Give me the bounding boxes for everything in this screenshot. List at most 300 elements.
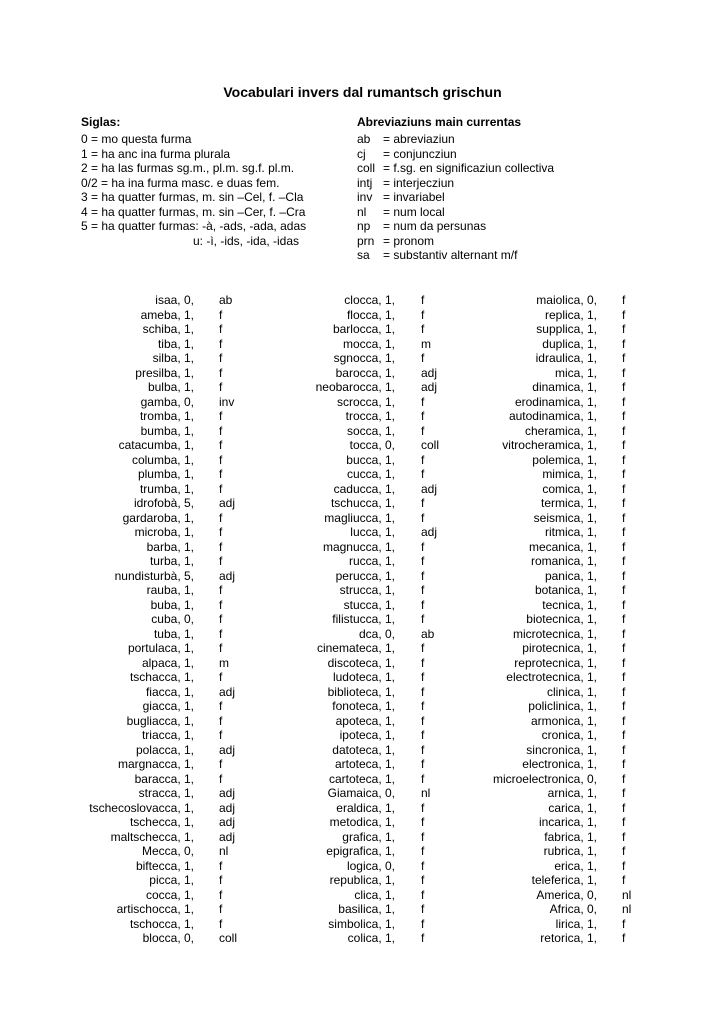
entry-word: simbolica, 1, <box>328 916 395 931</box>
entry-word: lucca, 1, <box>350 525 395 539</box>
table-row <box>0 540 725 555</box>
entry-class: f <box>622 641 626 655</box>
entry-class: f <box>421 699 425 713</box>
entry-class: adj <box>219 684 236 699</box>
entry-word: isaa, 0, <box>155 293 194 307</box>
entry-class: f <box>622 742 626 757</box>
entry-class: f <box>622 322 626 336</box>
table-row <box>0 873 725 888</box>
abbreviation-key: inv <box>357 190 373 204</box>
table-row <box>0 598 725 613</box>
entry-class: f <box>622 670 626 684</box>
entry-word: Giamaica, 0, <box>327 786 395 800</box>
entry-word: rauba, 1, <box>146 583 194 597</box>
entry-class: ab <box>421 626 435 641</box>
table-row <box>0 757 725 772</box>
entry-class: f <box>622 873 626 887</box>
table-row <box>0 772 725 787</box>
entry-word: rucca, 1, <box>348 554 395 568</box>
entry-class: f <box>219 380 223 394</box>
entry-class: f <box>219 873 223 887</box>
sigla-line: 0 = mo questa furma <box>81 132 192 146</box>
entry-class: adj <box>219 742 236 757</box>
entry-class: f <box>421 684 425 699</box>
entry-word: bugliacca, 1, <box>126 713 194 728</box>
entry-class: f <box>219 699 223 713</box>
entry-class: f <box>219 597 223 612</box>
entry-word: barba, 1, <box>146 539 194 554</box>
abbreviation-row <box>357 147 554 162</box>
entry-class: f <box>219 583 223 597</box>
table-row <box>0 351 725 366</box>
entry-word: clica, 1, <box>354 887 395 902</box>
entry-word: retorica, 1, <box>540 931 597 945</box>
table-row <box>0 786 725 801</box>
entry-word: America, 0, <box>536 887 597 902</box>
entry-word: Africa, 0, <box>549 902 597 916</box>
table-row <box>0 670 725 685</box>
table-row <box>0 380 725 395</box>
entry-class: f <box>421 858 425 873</box>
entry-class: f <box>219 351 223 365</box>
abbreviation-row <box>357 190 554 205</box>
entry-class: f <box>219 409 223 423</box>
entry-class: f <box>421 800 425 815</box>
entry-word: datoteca, 1, <box>332 742 395 757</box>
entry-word: baracca, 1, <box>134 771 194 786</box>
entry-word: rubrica, 1, <box>543 844 597 858</box>
entry-class: f <box>622 539 626 554</box>
entry-word: fiacca, 1, <box>145 684 194 699</box>
table-row <box>0 511 725 526</box>
abbreviation-value: = pronom <box>383 233 435 248</box>
entry-class: f <box>421 612 425 626</box>
sigla-line: 2 = ha las furmas sg.m., pl.m. sg.f. pl.m. <box>81 161 295 175</box>
entry-word: idraulica, 1, <box>535 351 597 365</box>
entry-class: f <box>421 902 425 916</box>
entry-word: colica, 1, <box>347 931 395 945</box>
entry-word: columba, 1, <box>131 452 194 467</box>
table-row <box>0 366 725 381</box>
sigla-line: 3 = ha quatter furmas, m. sin –Cel, f. –Cla <box>81 190 304 204</box>
abbreviation-value: = interjecziun <box>383 175 455 190</box>
entry-word: ipoteca, 1, <box>339 728 395 742</box>
entry-class: f <box>421 322 425 336</box>
entry-class: f <box>219 322 223 336</box>
entry-class: f <box>421 771 425 786</box>
entry-class: f <box>622 684 626 699</box>
entry-word: neobarocca, 1, <box>315 380 395 394</box>
table-row <box>0 293 725 308</box>
table-row <box>0 830 725 845</box>
table-row <box>0 917 725 932</box>
entry-class: f <box>421 423 425 438</box>
entry-word: mimica, 1, <box>542 467 597 481</box>
entry-word: panica, 1, <box>544 568 597 583</box>
entry-class: f <box>622 829 626 844</box>
entry-class: f <box>421 757 425 771</box>
entry-class: f <box>421 496 425 510</box>
entry-word: cuba, 0, <box>151 612 194 626</box>
entry-class: f <box>219 612 223 626</box>
table-row <box>0 627 725 642</box>
entry-word: tocca, 0, <box>349 438 395 452</box>
entry-class: f <box>622 612 626 626</box>
entry-word: portulaca, 1, <box>127 641 194 655</box>
entry-class: f <box>421 597 425 612</box>
entry-word: caducca, 1, <box>333 481 395 496</box>
entry-word: armonica, 1, <box>530 713 597 728</box>
entry-word: tromba, 1, <box>139 409 194 423</box>
table-row <box>0 569 725 584</box>
entry-class: f <box>219 336 223 351</box>
entry-class: m <box>421 336 431 351</box>
abbreviation-value: = num local <box>383 204 445 219</box>
abbreviation-row <box>357 219 554 234</box>
entry-class: f <box>219 481 223 496</box>
entry-class: f <box>622 728 626 742</box>
entry-class: f <box>421 655 425 670</box>
entry-word: barlocca, 1, <box>332 322 395 336</box>
entry-word: ritmica, 1, <box>544 525 597 539</box>
entry-word: comica, 1, <box>542 481 597 496</box>
entry-word: artoteca, 1, <box>334 757 395 771</box>
entry-word: bumba, 1, <box>140 423 194 438</box>
entry-word: mecanica, 1, <box>528 539 597 554</box>
entry-word: biblioteca, 1, <box>327 684 395 699</box>
entry-word: scrocca, 1, <box>336 394 395 409</box>
entry-class: f <box>622 438 626 452</box>
entry-word: strucca, 1, <box>339 583 395 597</box>
entry-class: f <box>421 829 425 844</box>
entry-class: f <box>421 510 425 525</box>
entry-class: adj <box>219 815 236 829</box>
table-row <box>0 424 725 439</box>
entry-word: botanica, 1, <box>534 583 597 597</box>
entry-class: f <box>219 554 223 568</box>
entry-word: stucca, 1, <box>343 597 395 612</box>
table-row <box>0 801 725 816</box>
sigla-line-continuation: u: -ì, -ids, -ida, -idas <box>193 233 300 248</box>
entry-class: inv <box>219 394 235 409</box>
entry-class: f <box>421 728 425 742</box>
page-title: Vocabulari invers dal rumantsch grischun <box>223 84 502 100</box>
entry-class: f <box>622 394 626 409</box>
entry-class: adj <box>219 786 236 800</box>
abbreviation-row <box>357 161 554 176</box>
entry-class: adj <box>219 568 236 583</box>
entry-class: f <box>421 539 425 554</box>
entry-word: magnucca, 1, <box>322 539 395 554</box>
entry-class: coll <box>421 438 440 452</box>
table-row <box>0 467 725 482</box>
entry-word: vitrocheramica, 1, <box>502 438 597 452</box>
entry-class: f <box>219 757 223 771</box>
abbreviation-key: coll <box>357 161 376 175</box>
siglas-heading: Siglas: <box>81 115 121 129</box>
entry-class: f <box>622 467 626 481</box>
entry-word: policlinica, 1, <box>528 699 597 713</box>
entry-word: catacumba, 1, <box>118 438 194 452</box>
entry-word: artischocca, 1, <box>116 902 194 916</box>
entry-word: basilica, 1, <box>338 902 395 916</box>
entry-class: f <box>421 583 425 597</box>
entry-word: sgnocca, 1, <box>333 351 395 365</box>
entry-class: f <box>219 452 223 467</box>
abbreviation-value: = abreviaziun <box>383 132 455 146</box>
table-row <box>0 525 725 540</box>
abbreviation-value: = substantiv alternant m/f <box>383 248 518 262</box>
table-row <box>0 496 725 511</box>
sigla-line: 5 = ha quatter furmas: -à, -ads, -ada, adas <box>81 219 307 233</box>
entry-word: cartoteca, 1, <box>328 771 395 786</box>
abbreviation-value: = invariabel <box>383 190 445 204</box>
sigla-line: 0/2 = ha ina furma masc. e duas fem. <box>81 175 280 190</box>
abbreviation-key: cj <box>357 146 366 161</box>
entry-word: microtecnica, 1, <box>512 626 597 641</box>
entry-word: erodinamica, 1, <box>514 394 597 409</box>
entry-class: f <box>219 525 223 539</box>
entry-class: f <box>421 844 425 858</box>
entry-word: polemica, 1, <box>532 452 597 467</box>
table-row <box>0 453 725 468</box>
abbreviation-value: = num da persunas <box>383 219 487 233</box>
entry-class: f <box>622 931 626 945</box>
entry-class: f <box>421 293 425 307</box>
entry-word: sincronica, 1, <box>526 742 597 757</box>
abbreviation-key: sa <box>357 248 370 262</box>
entry-word: seismica, 1, <box>533 510 597 525</box>
entry-class: f <box>219 365 223 380</box>
abbreviation-value: = f.sg. en significaziun collectiva <box>383 161 555 175</box>
entry-word: discoteca, 1, <box>327 655 395 670</box>
entry-class: nl <box>622 902 632 916</box>
entry-word: tiba, 1, <box>157 336 194 351</box>
entry-class: f <box>622 496 626 510</box>
entry-class: f <box>421 713 425 728</box>
entry-word: biotecnica, 1, <box>526 612 597 626</box>
abbreviation-key: np <box>357 219 371 233</box>
abbreviation-value: = conjuncziun <box>383 146 457 161</box>
entry-word: buba, 1, <box>150 597 194 612</box>
table-row <box>0 409 725 424</box>
abbreviation-key: prn <box>357 233 375 248</box>
entry-word: filistucca, 1, <box>332 612 395 626</box>
entry-word: microba, 1, <box>134 525 194 539</box>
entry-class: adj <box>219 829 236 844</box>
entry-word: pirotecnica, 1, <box>522 641 597 655</box>
entry-class: f <box>622 365 626 380</box>
entry-word: duplica, 1, <box>542 336 597 351</box>
entry-class: f <box>421 409 425 423</box>
entry-class: f <box>622 409 626 423</box>
entry-word: autodinamica, 1, <box>508 409 597 423</box>
entry-class: nl <box>219 844 229 858</box>
entry-word: tschocca, 1, <box>129 916 194 931</box>
entry-class: f <box>421 307 425 322</box>
entry-class: f <box>421 931 425 945</box>
entry-word: arnica, 1, <box>547 786 597 800</box>
entry-word: tschecoslovacca, 1, <box>89 800 194 815</box>
entry-word: eraldica, 1, <box>336 800 395 815</box>
entry-word: reprotecnica, 1, <box>514 655 597 670</box>
entry-word: cinemateca, 1, <box>316 641 395 655</box>
abbreviation-key: ab <box>357 132 371 146</box>
entry-word: cheramica, 1, <box>524 423 597 438</box>
table-row <box>0 322 725 337</box>
entry-word: romanica, 1, <box>530 554 597 568</box>
entry-word: cocca, 1, <box>145 887 194 902</box>
entry-class: f <box>622 786 626 800</box>
abbreviation-row <box>357 132 554 147</box>
table-row <box>0 844 725 859</box>
entry-class: f <box>219 467 223 481</box>
entry-word: flocca, 1, <box>346 307 395 322</box>
entry-word: grafica, 1, <box>342 829 395 844</box>
entry-word: metodica, 1, <box>329 815 395 829</box>
entry-class: f <box>622 858 626 873</box>
entry-word: fabrica, 1, <box>544 829 597 844</box>
table-row <box>0 743 725 758</box>
entry-word: mocca, 1, <box>342 336 395 351</box>
entry-class: f <box>219 858 223 873</box>
entry-class: f <box>421 742 425 757</box>
entry-class: f <box>622 815 626 829</box>
entry-class: f <box>622 597 626 612</box>
entry-class: f <box>421 670 425 684</box>
entry-word: cucca, 1, <box>346 467 395 481</box>
entry-class: f <box>219 641 223 655</box>
entry-class: m <box>219 655 229 670</box>
entry-word: stracca, 1, <box>138 786 194 800</box>
entry-class: adj <box>421 481 438 496</box>
entry-class: f <box>622 568 626 583</box>
entry-class: f <box>622 626 626 641</box>
entry-word: logica, 0, <box>346 858 395 873</box>
table-row <box>0 931 725 946</box>
entry-class: f <box>622 525 626 539</box>
entry-word: clocca, 1, <box>344 293 395 307</box>
entry-word: nundisturbà, 5, <box>114 568 194 583</box>
entry-class: f <box>421 554 425 568</box>
entry-class: f <box>622 423 626 438</box>
table-row <box>0 685 725 700</box>
entry-class: f <box>622 452 626 467</box>
entry-word: silba, 1, <box>152 351 194 365</box>
entry-word: gardaroba, 1, <box>122 510 194 525</box>
entry-word: barocca, 1, <box>335 365 395 380</box>
entry-word: biftecca, 1, <box>135 858 194 873</box>
table-row <box>0 395 725 410</box>
entry-word: bulba, 1, <box>147 380 194 394</box>
entry-word: tschucca, 1, <box>330 496 395 510</box>
entry-class: f <box>622 800 626 815</box>
table-row <box>0 902 725 917</box>
entry-word: schiba, 1, <box>142 322 194 336</box>
entry-class: f <box>622 699 626 713</box>
entry-word: apoteca, 1, <box>335 713 395 728</box>
entry-word: idrofobà, 5, <box>133 496 194 510</box>
entry-word: ludoteca, 1, <box>332 670 395 684</box>
sigla-line: 4 = ha quatter furmas, m. sin –Cer, f. –Cra <box>81 204 306 219</box>
entry-class: f <box>219 510 223 525</box>
entry-word: tecnica, 1, <box>542 597 597 612</box>
entry-class: adj <box>421 380 438 394</box>
table-row <box>0 438 725 453</box>
entry-word: socca, 1, <box>346 423 395 438</box>
entry-class: f <box>219 423 223 438</box>
entry-word: cronica, 1, <box>541 728 597 742</box>
table-row <box>0 888 725 903</box>
abbreviation-row <box>357 176 554 191</box>
table-row <box>0 308 725 323</box>
entry-class: coll <box>219 931 238 945</box>
entry-class: adj <box>421 365 438 380</box>
sigla-line: 1 = ha anc ina furma plurala <box>81 146 231 161</box>
entry-class: f <box>219 626 223 641</box>
abbreviation-row <box>357 205 554 220</box>
table-row <box>0 612 725 627</box>
entry-class: adj <box>219 496 236 510</box>
entry-class: f <box>219 916 223 931</box>
table-row <box>0 656 725 671</box>
entry-word: carica, 1, <box>548 800 597 815</box>
entry-word: termica, 1, <box>540 496 597 510</box>
entry-class: f <box>421 815 425 829</box>
table-row <box>0 641 725 656</box>
entry-class: f <box>421 351 425 365</box>
entry-word: presilba, 1, <box>135 365 194 380</box>
entry-class: f <box>622 380 626 394</box>
entry-word: clinica, 1, <box>546 684 597 699</box>
entry-class: adj <box>421 525 438 539</box>
entry-class: f <box>622 916 626 931</box>
table-row <box>0 583 725 598</box>
entry-class: f <box>622 351 626 365</box>
entry-word: magliucca, 1, <box>324 510 395 525</box>
entry-word: epigrafica, 1, <box>326 844 395 858</box>
entry-class: f <box>622 307 626 322</box>
entry-word: tschacca, 1, <box>129 670 194 684</box>
entry-class: f <box>219 887 223 902</box>
entry-word: bucca, 1, <box>346 452 395 467</box>
entry-word: ameba, 1, <box>140 307 194 322</box>
entry-word: supplica, 1, <box>536 322 597 336</box>
entry-word: trocca, 1, <box>345 409 395 423</box>
entry-word: picca, 1, <box>149 873 194 887</box>
entry-word: alpaca, 1, <box>141 655 194 670</box>
entry-word: microelectronica, 0, <box>492 771 597 786</box>
entry-word: blocca, 0, <box>142 931 194 945</box>
entry-class: f <box>421 641 425 655</box>
entry-class: f <box>421 568 425 583</box>
entry-word: gamba, 0, <box>140 394 194 409</box>
table-row <box>0 482 725 497</box>
entry-word: triacca, 1, <box>141 728 194 742</box>
entry-word: maltschecca, 1, <box>110 829 194 844</box>
entry-word: teleferica, 1, <box>531 873 597 887</box>
entry-word: perucca, 1, <box>335 568 395 583</box>
entry-word: plumba, 1, <box>137 467 194 481</box>
table-row <box>0 337 725 352</box>
entry-word: incarica, 1, <box>538 815 597 829</box>
abbreviation-row <box>357 234 554 249</box>
table-row <box>0 728 725 743</box>
entry-class: f <box>421 452 425 467</box>
entry-word: tuba, 1, <box>153 626 194 641</box>
abbreviations-legend <box>357 115 554 263</box>
entry-class: f <box>622 583 626 597</box>
